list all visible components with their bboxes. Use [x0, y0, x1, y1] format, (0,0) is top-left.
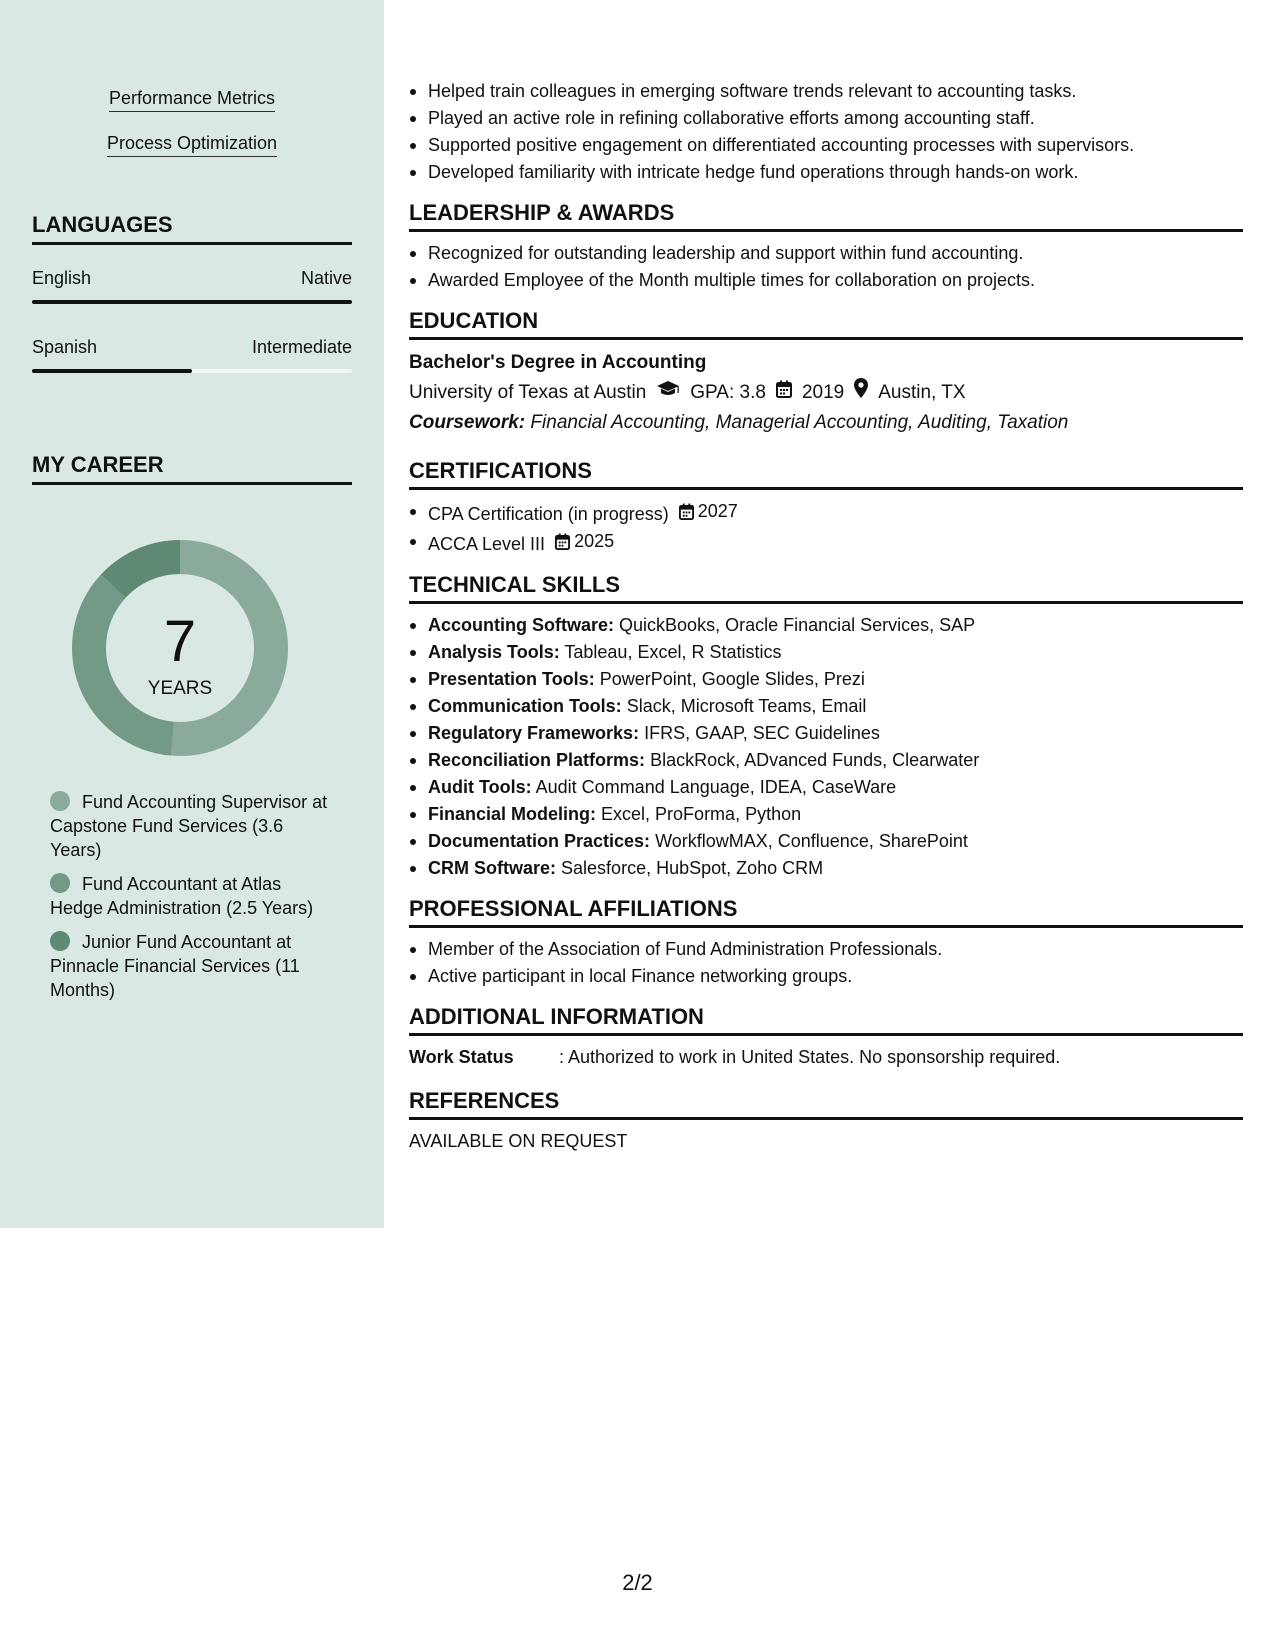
skill-tag: Performance Metrics	[0, 88, 384, 109]
education-school: University of Texas at Austin	[409, 382, 647, 403]
work-status-label: Work Status	[409, 1047, 514, 1067]
list-item: Helped train colleagues in emerging software trends relevant to accounting tasks.	[409, 78, 1243, 105]
list-item: Accounting Software: QuickBooks, Oracle Financial Services, SAP	[409, 612, 1243, 639]
career-item: Fund Accountant at Atlas Hedge Administration (2.5 Years)	[50, 874, 314, 918]
language-bar-fill	[32, 369, 192, 373]
career-dot	[50, 931, 70, 951]
list-item: Member of the Association of Fund Administration Professionals.	[409, 936, 1243, 963]
certifications-heading: CERTIFICATIONS	[409, 458, 1243, 490]
education-year: 2019	[801, 382, 845, 403]
education-heading: EDUCATION	[409, 308, 1243, 340]
references-text: AVAILABLE ON REQUEST	[409, 1131, 628, 1151]
list-item: Documentation Practices: WorkflowMAX, Confluence, SharePoint	[409, 828, 1243, 855]
career-unit: YEARS	[147, 678, 213, 699]
sidebar	[0, 0, 384, 1228]
list-item: Recognized for outstanding leadership and support within fund accounting.	[409, 240, 1243, 267]
education-coursework: Coursework: Financial Accounting, Managerial Accounting, Auditing, Taxation	[409, 412, 1069, 433]
languages-heading: LANGUAGES	[32, 212, 352, 245]
leadership-list	[409, 240, 1243, 294]
calendar-icon	[679, 503, 694, 520]
work-status-value: : Authorized to work in United States. No sponsorship required.	[559, 1047, 1061, 1067]
list-item: Presentation Tools: PowerPoint, Google Slides, Prezi	[409, 666, 1243, 693]
language-bar	[32, 300, 352, 304]
career-heading: MY CAREER	[32, 452, 352, 485]
calendar-icon	[776, 378, 792, 408]
language-level: Intermediate	[251, 337, 352, 357]
affiliations-heading: PROFESSIONAL AFFILIATIONS	[409, 896, 1243, 928]
list-item: Awarded Employee of the Month multiple times for collaboration on projects.	[409, 267, 1243, 294]
language-bar	[32, 369, 352, 373]
work-status	[409, 1044, 1243, 1070]
list-item: Financial Modeling: Excel, ProForma, Python	[409, 801, 1243, 828]
page-number: 2/2	[622, 1570, 653, 1595]
technical-skills-heading: TECHNICAL SKILLS	[409, 572, 1243, 604]
language-name: English	[32, 268, 92, 288]
list-item: Supported positive engagement on differentiated accounting processes with supervisors.	[409, 132, 1243, 159]
language-name: Spanish	[32, 337, 98, 357]
education-degree: Bachelor's Degree in Accounting	[409, 352, 707, 373]
career-donut-chart	[62, 530, 298, 766]
technical-skills-list	[409, 612, 1243, 882]
language-level: Native	[300, 268, 352, 288]
list-item: Analysis Tools: Tableau, Excel, R Statistics	[409, 639, 1243, 666]
education-gpa: GPA: 3.8	[690, 382, 766, 403]
language-row	[32, 337, 352, 358]
experience-bullets	[409, 78, 1243, 186]
certifications-list	[409, 498, 1243, 558]
leadership-heading: LEADERSHIP & AWARDS	[409, 200, 1243, 232]
graduation-cap-icon	[656, 378, 680, 408]
list-item: ACCA Level III 2025	[409, 528, 1243, 558]
career-item: Junior Fund Accountant at Pinnacle Financial Services (11 Months)	[50, 932, 300, 1000]
language-bar-fill	[32, 300, 352, 304]
career-dot	[50, 873, 70, 893]
location-pin-icon	[854, 378, 868, 408]
list-item: Developed familiarity with intricate hedge fund operations through hands-on work.	[409, 159, 1243, 186]
references-heading: REFERENCES	[409, 1088, 1243, 1120]
list-item: CPA Certification (in progress) 2027	[409, 498, 1243, 528]
list-item: Regulatory Frameworks: IFRS, GAAP, SEC Guidelines	[409, 720, 1243, 747]
language-row	[32, 268, 352, 289]
list-item: Audit Tools: Audit Command Language, IDEA, CaseWare	[409, 774, 1243, 801]
list-item: CRM Software: Salesforce, HubSpot, Zoho CRM	[409, 855, 1243, 882]
list-item: Communication Tools: Slack, Microsoft Teams, Email	[409, 693, 1243, 720]
list-item: Active participant in local Finance networking groups.	[409, 963, 1243, 990]
calendar-icon	[555, 533, 570, 550]
career-total: 7	[163, 609, 197, 674]
donut-segment	[72, 575, 174, 756]
education-details	[409, 378, 1243, 408]
career-dot	[50, 791, 70, 811]
list-item: Played an active role in refining collaborative efforts among accounting staff.	[409, 105, 1243, 132]
affiliations-list	[409, 936, 1243, 990]
list-item: Reconciliation Platforms: BlackRock, ADvanced Funds, Clearwater	[409, 747, 1243, 774]
additional-info-heading: ADDITIONAL INFORMATION	[409, 1004, 1243, 1036]
career-list	[50, 790, 330, 1012]
education-location: Austin, TX	[878, 382, 966, 403]
career-item: Fund Accounting Supervisor at Capstone Fund Services (3.6 Years)	[50, 792, 328, 860]
skill-tag: Process Optimization	[0, 133, 384, 154]
main-content	[409, 78, 1243, 1154]
